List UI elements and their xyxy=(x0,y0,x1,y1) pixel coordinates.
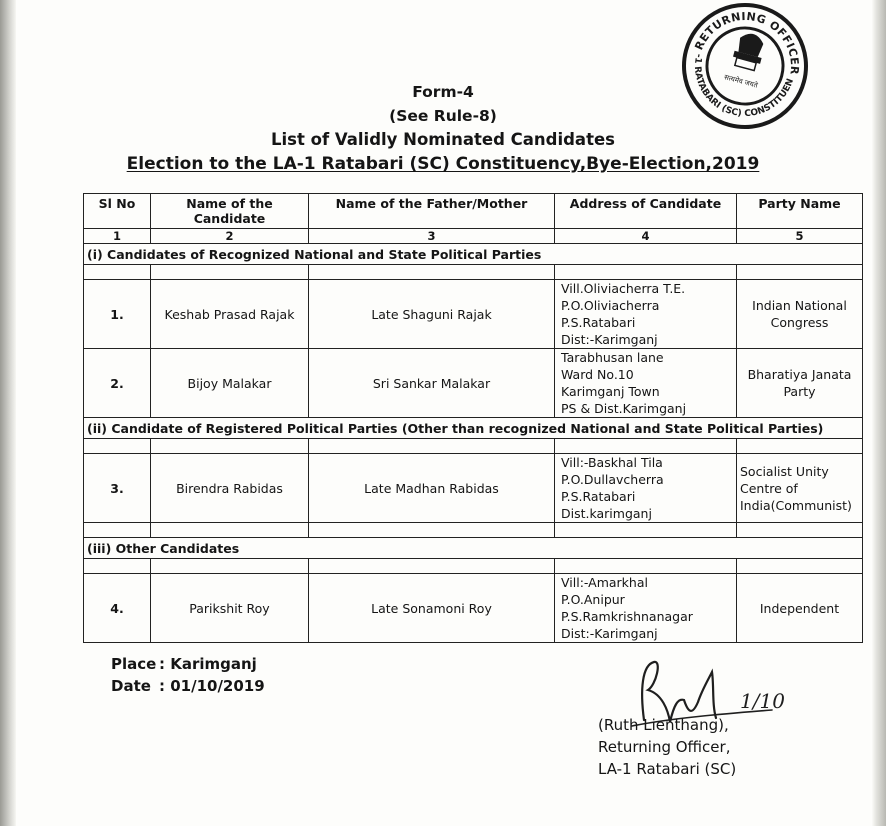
address-line: Dist.karimganj xyxy=(561,506,652,521)
address-line: Ward No.10 xyxy=(561,367,634,382)
sl-no: 4. xyxy=(84,574,151,643)
column-number: 3 xyxy=(309,229,555,244)
party-name xyxy=(737,574,863,643)
party-name xyxy=(737,454,863,523)
column-number: 2 xyxy=(151,229,309,244)
officer-name: (Ruth Lienthang), xyxy=(598,716,729,734)
father-mother-name: Late Shaguni Rajak xyxy=(309,280,555,349)
party-line: Socialist Unity xyxy=(740,463,829,479)
address-line: P.O.Anipur xyxy=(561,592,625,607)
candidate-name: Keshab Prasad Rajak xyxy=(151,280,309,349)
section-heading-row xyxy=(84,244,863,265)
date-value: : 01/10/2019 xyxy=(159,677,265,695)
party-name xyxy=(737,280,863,349)
document-header xyxy=(0,80,886,176)
officer-title: Returning Officer, xyxy=(598,738,731,756)
seal-bottom-text: LA-1 RATABARI (SC) CONSTITUENCY xyxy=(691,52,797,120)
table-row xyxy=(84,280,863,349)
sl-no: 2. xyxy=(84,349,151,418)
candidate-address xyxy=(555,280,737,349)
place-line xyxy=(111,653,265,675)
date-label: Date xyxy=(111,677,151,695)
candidate-name: Birendra Rabidas xyxy=(151,454,309,523)
header-party: Party Name xyxy=(737,194,863,229)
candidate-address xyxy=(555,349,737,418)
place-value: : Karimganj xyxy=(159,655,257,673)
column-number: 1 xyxy=(84,229,151,244)
party-line: Bharatiya Janata xyxy=(747,367,852,382)
address-line: Vill:-Baskhal Tila xyxy=(561,455,663,470)
header-father-mother: Name of the Father/Mother xyxy=(309,194,555,229)
rule-reference: (See Rule-8) xyxy=(389,107,497,125)
spacer-row xyxy=(84,265,863,280)
form-number: Form-4 xyxy=(412,83,474,101)
candidate-address xyxy=(555,574,737,643)
address-line: P.S.Ratabari xyxy=(561,489,636,504)
seal-motto: सत्यमेव जयते xyxy=(723,73,759,90)
section-heading: (iii) Other Candidates xyxy=(84,538,863,559)
father-mother-name: Sri Sankar Malakar xyxy=(309,349,555,418)
candidate-name: Bijoy Malakar xyxy=(151,349,309,418)
candidate-name: Parikshit Roy xyxy=(151,574,309,643)
address-line: Dist:-Karimganj xyxy=(561,332,658,347)
party-line: Independent xyxy=(759,600,840,616)
address-line: Vill:-Amarkhal xyxy=(561,575,648,590)
address-line: PS & Dist.Karimganj xyxy=(561,401,687,416)
spacer-row xyxy=(84,559,863,574)
section-heading: (ii) Candidate of Registered Political Parties (Other than recognized National and State Political Parties) xyxy=(84,418,863,439)
candidate-address xyxy=(555,454,737,523)
place-date-block xyxy=(111,653,265,697)
candidates-table xyxy=(83,193,863,643)
father-mother-name: Late Madhan Rabidas xyxy=(309,454,555,523)
returning-officer-block xyxy=(598,714,736,780)
header-sl-no: Sl No xyxy=(84,194,151,229)
party-line: India(Communist) xyxy=(740,497,852,513)
table-row xyxy=(84,454,863,523)
table-row xyxy=(84,574,863,643)
column-number-row xyxy=(84,229,863,244)
place-label: Place xyxy=(111,655,157,673)
document-title: List of Validly Nominated Candidates xyxy=(271,130,615,149)
father-mother-name: Late Sonamoni Roy xyxy=(309,574,555,643)
party-name xyxy=(737,349,863,418)
date-line xyxy=(111,675,265,697)
section-heading-row xyxy=(84,418,863,439)
column-number: 4 xyxy=(555,229,737,244)
address-line: Dist:-Karimganj xyxy=(561,626,658,641)
sl-no: 1. xyxy=(84,280,151,349)
officer-office: LA-1 Ratabari (SC) xyxy=(598,760,737,778)
section-heading: (i) Candidates of Recognized National and State Political Parties xyxy=(84,244,863,265)
header-address: Address of Candidate xyxy=(555,194,737,229)
spacer-row xyxy=(84,439,863,454)
party-line: Party xyxy=(783,384,816,399)
address-line: Karimganj Town xyxy=(561,384,660,399)
address-line: P.O.Dullavcherra xyxy=(561,472,664,487)
table-row xyxy=(84,349,863,418)
address-line: P.S.Ramkrishnanagar xyxy=(561,609,693,624)
column-number: 5 xyxy=(737,229,863,244)
spacer-row xyxy=(84,523,863,538)
signature-date: 1/10 xyxy=(740,689,785,713)
address-line: P.S.Ratabari xyxy=(561,315,636,330)
party-line: Indian National xyxy=(752,298,847,313)
sl-no: 3. xyxy=(84,454,151,523)
emblem-icon xyxy=(731,31,767,72)
party-line: Congress xyxy=(770,315,829,330)
address-line: Tarabhusan lane xyxy=(561,350,664,365)
table-header-row xyxy=(84,194,863,229)
document-subtitle: Election to the LA-1 Ratabari (SC) Constituency,Bye-Election,2019 xyxy=(126,154,760,174)
section-heading-row xyxy=(84,538,863,559)
address-line: P.O.Oliviacherra xyxy=(561,298,660,313)
seal-top-text: RETURNING OFFICER xyxy=(692,9,802,76)
party-line: Centre of xyxy=(740,480,798,496)
header-candidate-name: Name of the Candidate xyxy=(151,194,309,229)
address-line: Vill.Oliviacherra T.E. xyxy=(561,281,686,296)
